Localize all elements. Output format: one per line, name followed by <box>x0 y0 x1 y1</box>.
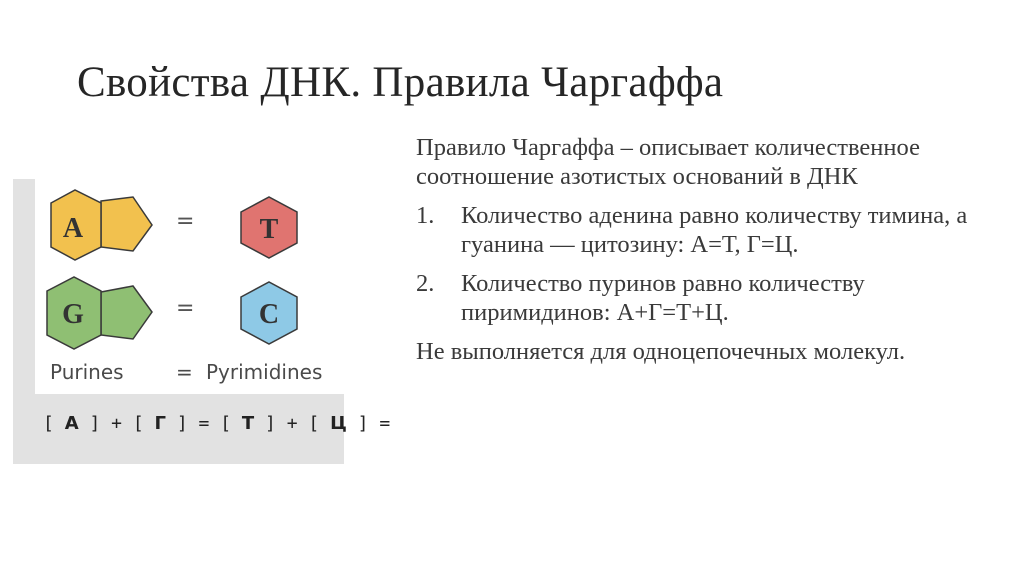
guanine-pentagon <box>101 286 152 339</box>
bracket-open: [ <box>132 413 144 434</box>
purines-pyrimidines-equals: = <box>176 360 193 384</box>
cytosine-letter: C <box>258 299 280 330</box>
rule-text: Количество аденина равно количеству тимина, а гуанина — цитозину: А=Т, Г=Ц. <box>461 202 968 258</box>
rule-number: 1. <box>416 202 435 229</box>
equals-sign: = <box>198 413 210 434</box>
note-text: Не выполняется для одноцепочечных молекул. <box>416 338 906 365</box>
pyrimidines-label: Pyrimidines <box>206 360 323 384</box>
formula-a: А <box>64 413 79 434</box>
bracket-open: [ <box>43 413 54 434</box>
bracket-close: ] <box>89 413 101 434</box>
bracket-close: ] <box>357 413 369 434</box>
adenine-letter: A <box>62 213 84 244</box>
bracket-close: ] <box>176 413 188 434</box>
rule-item <box>416 269 976 327</box>
slide-content <box>416 133 976 376</box>
purines-label: Purines <box>50 360 124 384</box>
guanine-letter: G <box>62 299 84 330</box>
adenine-pentagon <box>101 197 152 251</box>
equals-at: = <box>176 209 195 234</box>
chargaff-figure <box>13 179 391 464</box>
slide-title: Свойства ДНК. Правила Чаргаффа <box>77 59 724 106</box>
bracket-open: [ <box>220 413 232 434</box>
plus-sign: + <box>286 413 298 434</box>
equals-gc: = <box>176 296 195 321</box>
rules-list <box>416 201 976 327</box>
formula-t: Т <box>241 413 255 434</box>
bracket-close: ] <box>265 413 276 434</box>
rule-text: Количество пуринов равно количеству пиримидинов: А+Г=Т+Ц. <box>461 270 865 326</box>
rule-number: 2. <box>416 270 435 297</box>
chargaff-formula <box>43 413 391 434</box>
bracket-open: [ <box>308 413 320 434</box>
intro-text: Правило Чаргаффа – описывает количественное соотношение азотистых оснований в ДНК <box>416 134 920 190</box>
thymine-letter: T <box>259 214 279 245</box>
rule-item <box>416 201 976 259</box>
formula-c: Ц <box>330 413 347 434</box>
formula-g: Г <box>154 413 167 434</box>
plus-sign: + <box>111 413 122 434</box>
equals-sign-trailing: = <box>379 413 391 434</box>
